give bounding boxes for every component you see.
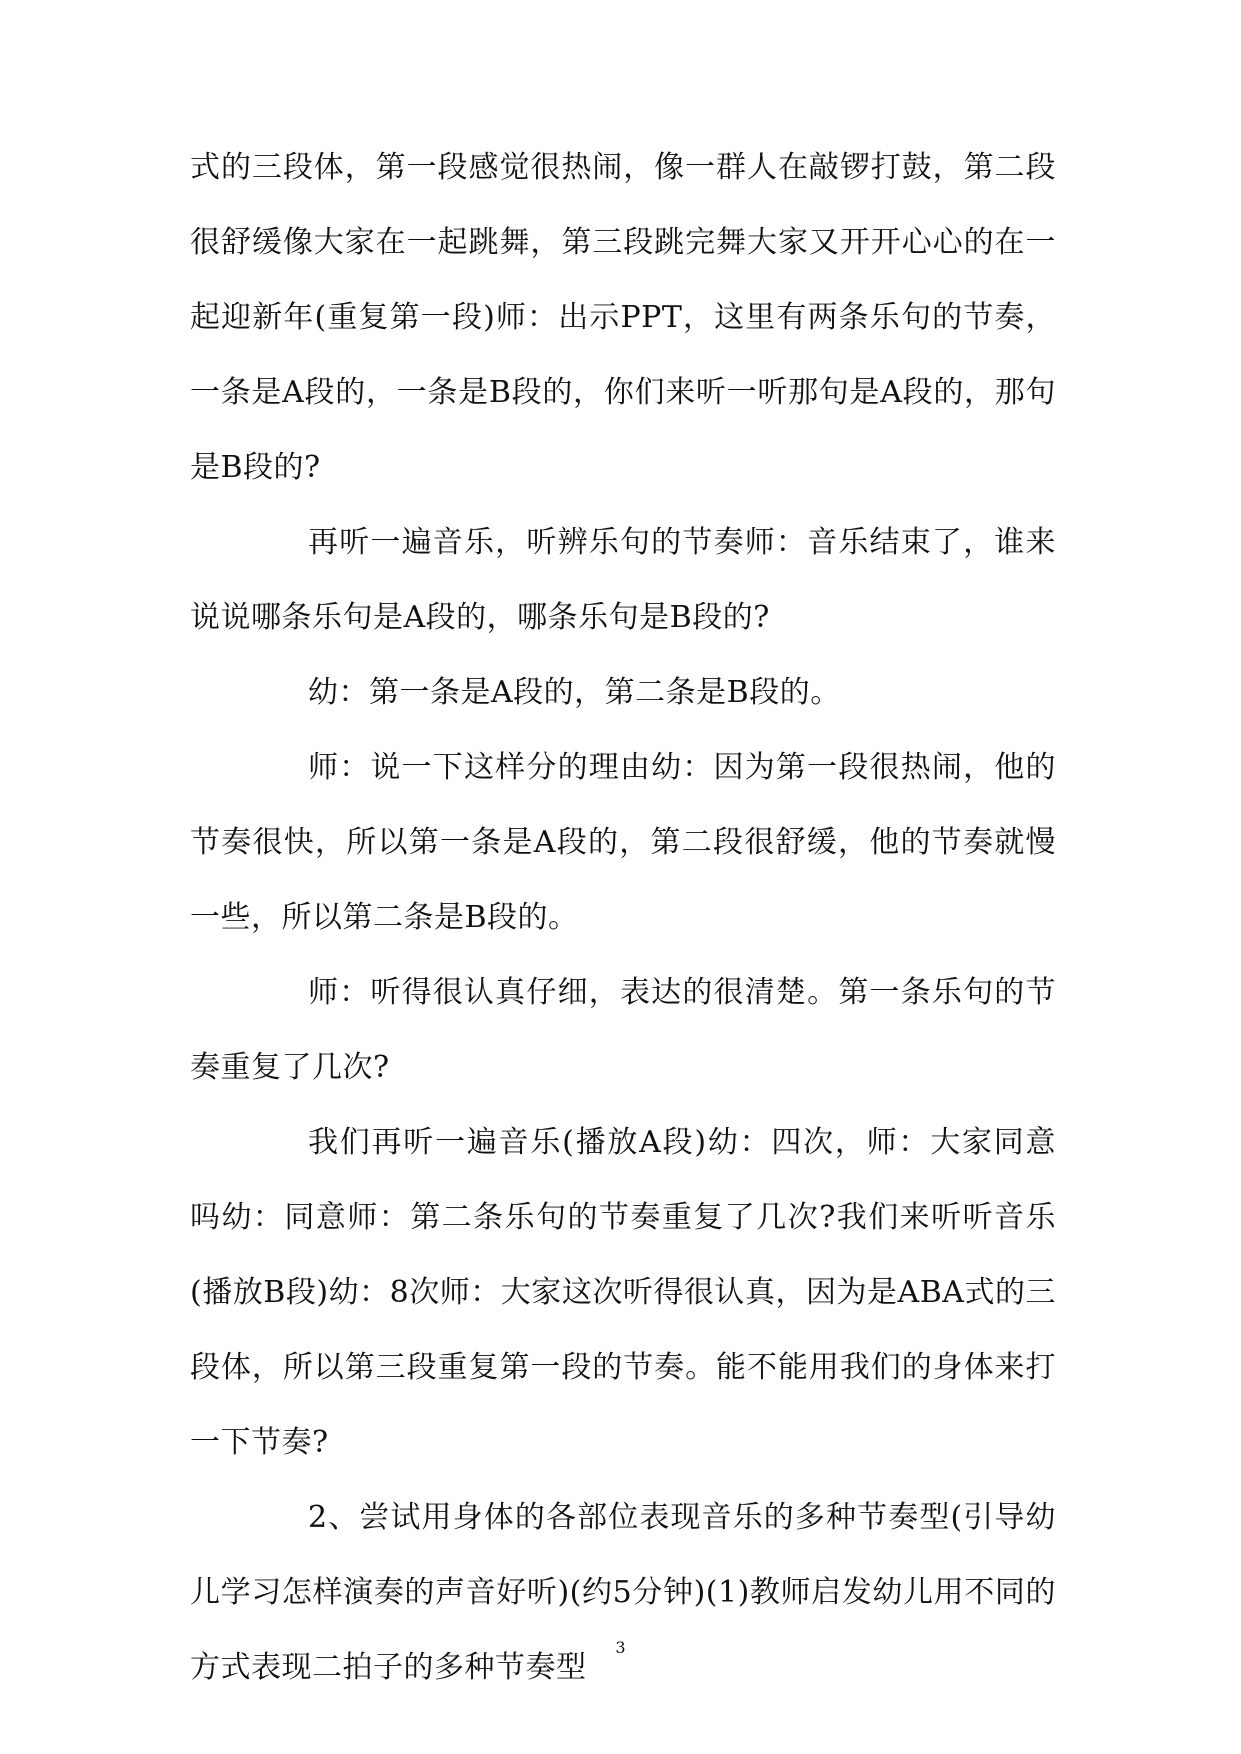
paragraph: 再听一遍音乐，听辨乐句的节奏师：音乐结束了，谁来说说哪条乐句是A段的，哪条乐句是B段的? <box>190 525 1056 635</box>
paragraph: 2、尝试用身体的各部位表现音乐的多种节奏型(引导幼儿学习怎样演奏的声音好听)(约5分钟)(1)教师启发幼儿用不同的方式表现二拍子的多种节奏型 <box>190 1500 1056 1685</box>
paragraph: 师：听得很认真仔细，表达的很清楚。第一条乐句的节奏重复了几次? <box>190 975 1056 1085</box>
paragraph: 式的三段体，第一段感觉很热闹，像一群人在敲锣打鼓，第二段很舒缓像大家在一起跳舞，第三段跳完舞大家又开开心心的在一起迎新年(重复第一段)师：出示PPT，这里有两条乐句的节奏，一条是A段的，一条是B段的，你们来听一听那句是A段的，那句是B段的? <box>190 150 1056 485</box>
paragraph: 师：说一下这样分的理由幼：因为第一段很热闹，他的节奏很快，所以第一条是A段的，第二段很舒缓，他的节奏就慢一些，所以第二条是B段的。 <box>190 750 1056 935</box>
page-number: 3 <box>615 1638 626 1657</box>
paragraph: 我们再听一遍音乐(播放A段)幼：四次，师：大家同意吗幼：同意师：第二条乐句的节奏重复了几次?我们来听听音乐(播放B段)幼：8次师：大家这次听得很认真，因为是ABA式的三段体，所以第三段重复第一段的节奏。能不能用我们的身体来打一下节奏? <box>190 1125 1056 1460</box>
body-text <box>190 130 1056 1705</box>
paragraph: 幼：第一条是A段的，第二条是B段的。 <box>308 675 841 710</box>
